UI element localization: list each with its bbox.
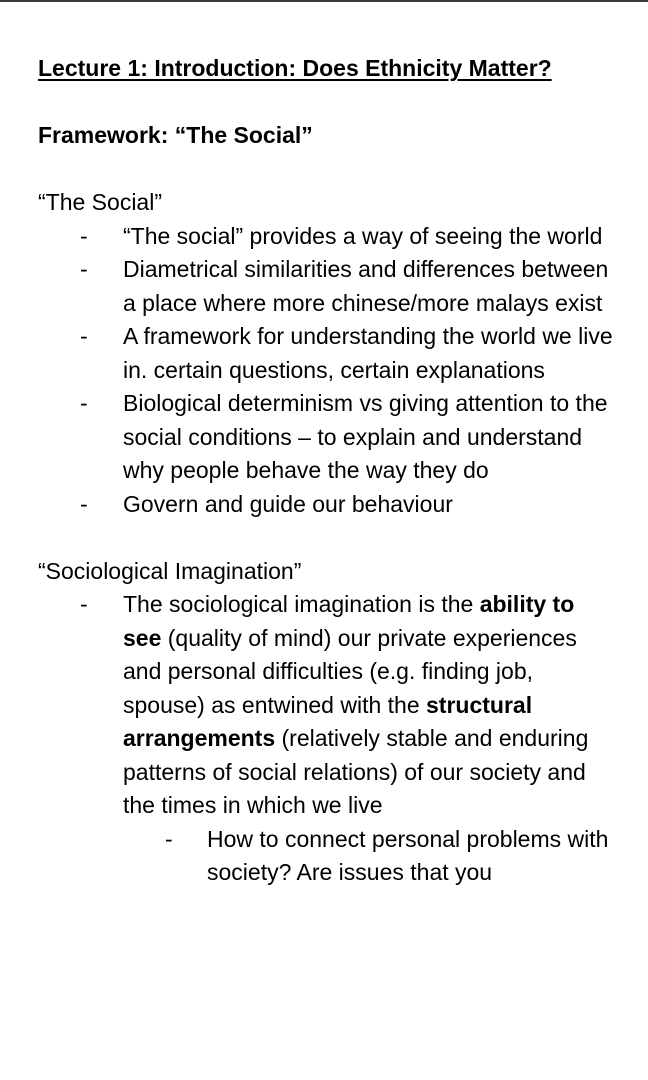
the-social-bullet-list	[38, 220, 618, 522]
bullet-dash: -	[80, 390, 88, 416]
bold-term-ability-to-see: ability to see	[123, 591, 575, 651]
document-body	[38, 52, 618, 890]
list-item	[38, 588, 618, 890]
text-segment: (quality of mind) our private experiences and personal difficulties (e.g. finding job, spouse) as entwined with the	[123, 624, 577, 718]
list-item-text: Diametrical similarities and differences between a place where more chinese/more malays exist	[123, 256, 609, 316]
spacer	[38, 153, 618, 187]
bullet-dash: -	[165, 825, 173, 852]
bullet-dash: -	[80, 256, 88, 282]
sub-list-item	[123, 823, 618, 890]
section-heading-sociological-imagination: “Sociological Imagination”	[38, 557, 302, 584]
bullet-dash: -	[80, 591, 88, 617]
section-heading-the-social: “The Social”	[38, 189, 162, 215]
list-item	[38, 320, 618, 387]
framework-heading: Framework: “The Social”	[38, 122, 313, 148]
list-item	[38, 220, 618, 254]
list-item-text	[123, 591, 588, 818]
top-border-line	[0, 0, 648, 2]
list-item-text: “The social” provides a way of seeing the world	[123, 222, 603, 249]
list-item-text: Biological determinism vs giving attention to the social conditions – to explain and understand why people behave the way they do	[123, 390, 608, 483]
list-item-text: A framework for understanding the world we live in. certain questions, certain explanations	[123, 323, 613, 383]
sub-bullet-list	[123, 823, 618, 890]
list-item	[38, 488, 618, 522]
spacer	[38, 521, 618, 555]
bullet-dash: -	[80, 490, 88, 517]
list-item	[38, 253, 618, 320]
spacer	[38, 86, 618, 120]
text-segment: (relatively stable and enduring patterns of social relations) of our society and the times in which we live	[123, 725, 589, 818]
bullet-dash: -	[80, 222, 88, 249]
bold-term-structural-arrangements: structural arrangements	[123, 691, 533, 751]
sociological-imagination-bullet-list	[38, 588, 618, 890]
lecture-title: Lecture 1: Introduction: Does Ethnicity Matter?	[38, 55, 552, 81]
bullet-dash: -	[80, 323, 88, 349]
list-item	[38, 387, 618, 488]
text-segment: The sociological imagination is the	[123, 591, 480, 617]
sub-list-item-text: How to connect personal problems with society? Are issues that you	[207, 825, 609, 885]
list-item-text: Govern and guide our behaviour	[123, 490, 453, 517]
